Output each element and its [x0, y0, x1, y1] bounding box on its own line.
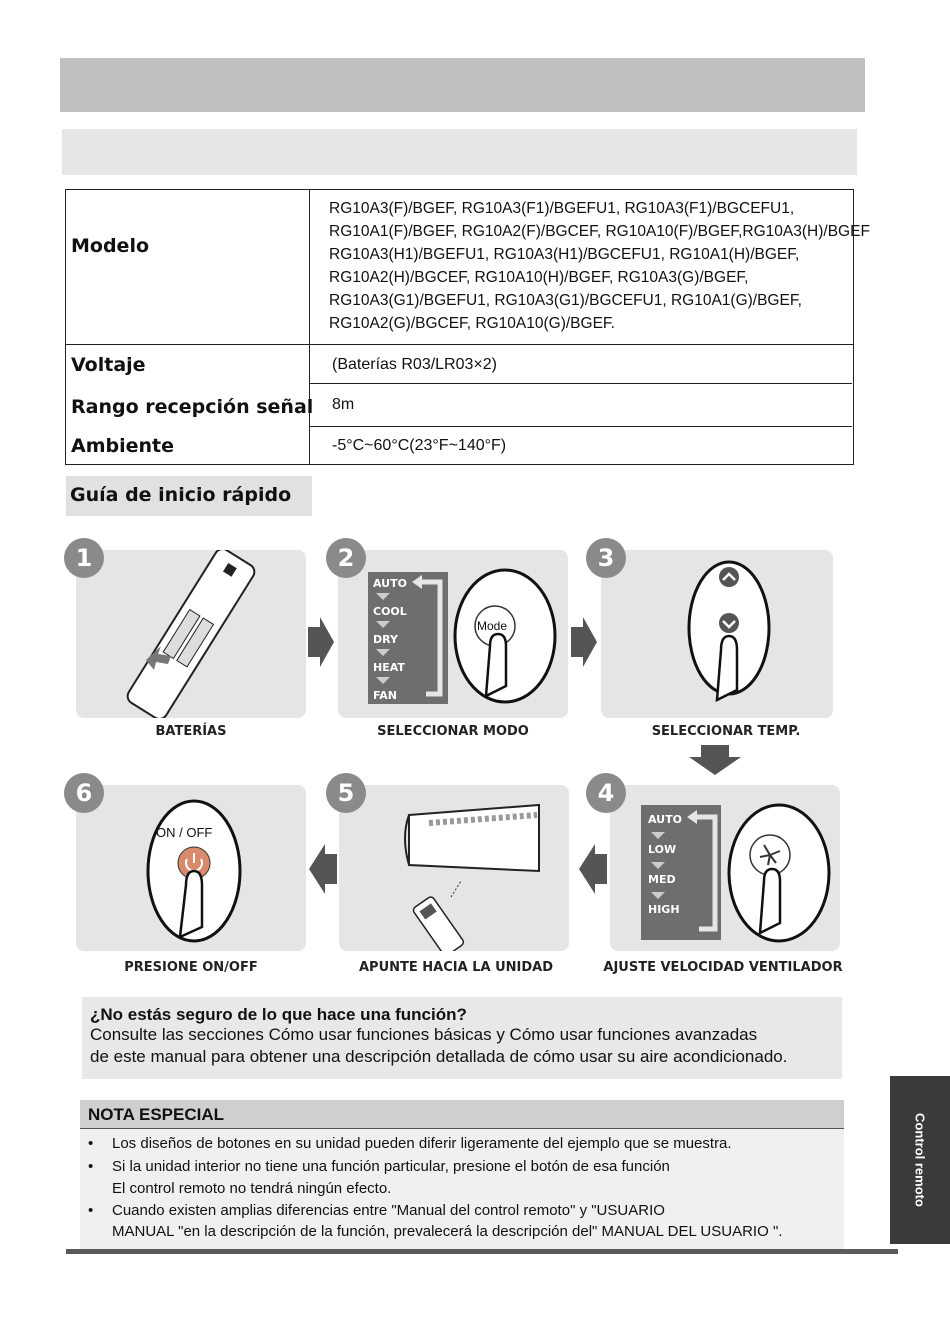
mode-heat: HEAT — [373, 661, 405, 674]
power-remote-illustration — [76, 785, 306, 951]
remote-oval-illustration — [450, 566, 560, 706]
spec-label-ambient: Ambiente — [71, 435, 174, 457]
step-caption: BATERÍAS — [155, 724, 227, 739]
side-tab-label: Control remoto — [912, 1113, 928, 1207]
model-line: RG10A2(G)/BGCEF, RG10A10(G)/BGEF. — [329, 315, 615, 332]
note-line: Si la unidad interior no tiene una función particular, presione el botón de esa función — [112, 1158, 670, 1175]
spec-label-voltage: Voltaje — [71, 354, 146, 376]
arrow-left-icon — [577, 842, 609, 896]
step-6-panel — [76, 785, 306, 951]
speed-low: LOW — [648, 843, 677, 856]
model-line: RG10A2(H)/BGCEF, RG10A10(H)/BGEF, RG10A3(G)/BGEF, — [329, 269, 749, 286]
step-5-panel — [339, 785, 569, 951]
model-line: RG10A3(G1)/BGEFU1, RG10A3(G1)/BGCEFU1, RG10A1(G)/BGEF, — [329, 292, 802, 309]
model-line: RG10A1(F)/BGEF, RG10A2(F)/BGCEF, RG10A10(F)/BGEF,RG10A3(H)/BGEF — [329, 223, 870, 240]
info-title: ¿No estás seguro de lo que hace una función? — [90, 1005, 467, 1024]
step-badge: 4 — [586, 773, 626, 813]
side-tab — [890, 1076, 950, 1244]
arrow-down-icon — [687, 743, 743, 777]
row-rule — [66, 344, 853, 345]
step-badge: 3 — [586, 538, 626, 578]
quick-start-title-text: Guía de inicio rápido — [70, 484, 292, 506]
header-band — [60, 58, 865, 112]
mode-button-label: Mode — [477, 619, 508, 633]
bullet-icon: • — [88, 1202, 94, 1219]
temp-remote-illustration — [601, 550, 833, 718]
model-line: RG10A3(F)/BGEF, RG10A3(F1)/BGEFU1, RG10A3(F1)/BGCEFU1, — [329, 200, 795, 217]
step-1-panel — [76, 550, 306, 718]
step-badge: 6 — [64, 773, 104, 813]
point-at-unit-illustration — [339, 785, 569, 951]
step-caption: PRESIONE ON/OFF — [124, 960, 258, 975]
spec-value-ambient: -5°C~60°C(23°F~140°F) — [332, 437, 507, 454]
fan-speed-list — [641, 805, 721, 940]
step-caption: APUNTE HACIA LA UNIDAD — [359, 960, 553, 975]
info-box — [82, 997, 842, 1079]
spec-label-range: Rango recepción señal — [71, 396, 314, 418]
cycle-arrow-icon — [641, 805, 721, 940]
model-line: RG10A3(H1)/BGEFU1, RG10A3(H1)/BGCEFU1, RG10A1(H)/BGEF, — [329, 246, 800, 263]
note-line: MANUAL "en la descripción de la función, prevalecerá la descripción del" MANUAL DEL USUARIO ". — [112, 1223, 783, 1240]
bullet-icon: • — [88, 1158, 94, 1175]
power-button-label: ON / OFF — [156, 825, 213, 840]
table-divider — [309, 190, 310, 464]
step-badge: 2 — [326, 538, 366, 578]
mode-cool: COOL — [373, 605, 407, 618]
step-4-panel — [610, 785, 840, 951]
step-badge: 5 — [326, 773, 366, 813]
spec-label-model: Modelo — [71, 235, 150, 257]
cycle-arrow-icon — [368, 572, 448, 704]
bullet-icon: • — [88, 1135, 94, 1152]
speed-high: HIGH — [648, 903, 680, 916]
info-line: de este manual para obtener una descripción detallada de cómo usar su aire acondicionado. — [90, 1047, 788, 1066]
special-note — [80, 1100, 844, 1250]
quick-start-title — [66, 476, 312, 516]
arrow-left-icon — [307, 842, 339, 896]
fan-remote-illustration — [722, 799, 836, 947]
step-caption: AJUSTE VELOCIDAD VENTILADOR — [603, 960, 843, 975]
arrow-right-icon — [306, 615, 336, 669]
spec-table — [65, 189, 870, 465]
note-line: El control remoto no tendrá ningún efecto. — [112, 1180, 392, 1197]
step-3-panel — [601, 550, 833, 718]
note-line: Cuando existen amplias diferencias entre "Manual del control remoto" y "USUARIO — [112, 1202, 665, 1219]
speed-auto: AUTO — [648, 813, 682, 826]
speed-med: MED — [648, 873, 676, 886]
arrow-right-icon — [569, 615, 599, 669]
note-line: Los diseños de botones en su unidad pueden diferir ligeramente del ejemplo que se muestra. — [112, 1135, 732, 1152]
step-2-panel — [338, 550, 568, 718]
subheader-band — [62, 129, 857, 175]
mode-list — [368, 572, 448, 704]
bottom-rule — [66, 1249, 898, 1254]
step-caption: SELECCIONAR MODO — [377, 724, 529, 739]
special-note-header — [80, 1100, 844, 1129]
step-caption: SELECCIONAR TEMP. — [651, 724, 801, 739]
step-badge: 1 — [64, 538, 104, 578]
spec-value-voltage: (Baterías R03/LR03×2) — [332, 356, 497, 373]
info-line: Consulte las secciones Cómo usar funciones básicas y Cómo usar funciones avanzadas — [90, 1025, 758, 1044]
mode-auto: AUTO — [373, 577, 407, 590]
row-rule — [309, 426, 852, 427]
spec-value-range: 8m — [332, 396, 355, 413]
special-note-title: NOTA ESPECIAL — [88, 1105, 225, 1124]
mode-fan: FAN — [373, 689, 397, 702]
battery-remote-illustration — [76, 550, 306, 718]
mode-dry: DRY — [373, 633, 398, 646]
row-rule — [309, 383, 852, 384]
